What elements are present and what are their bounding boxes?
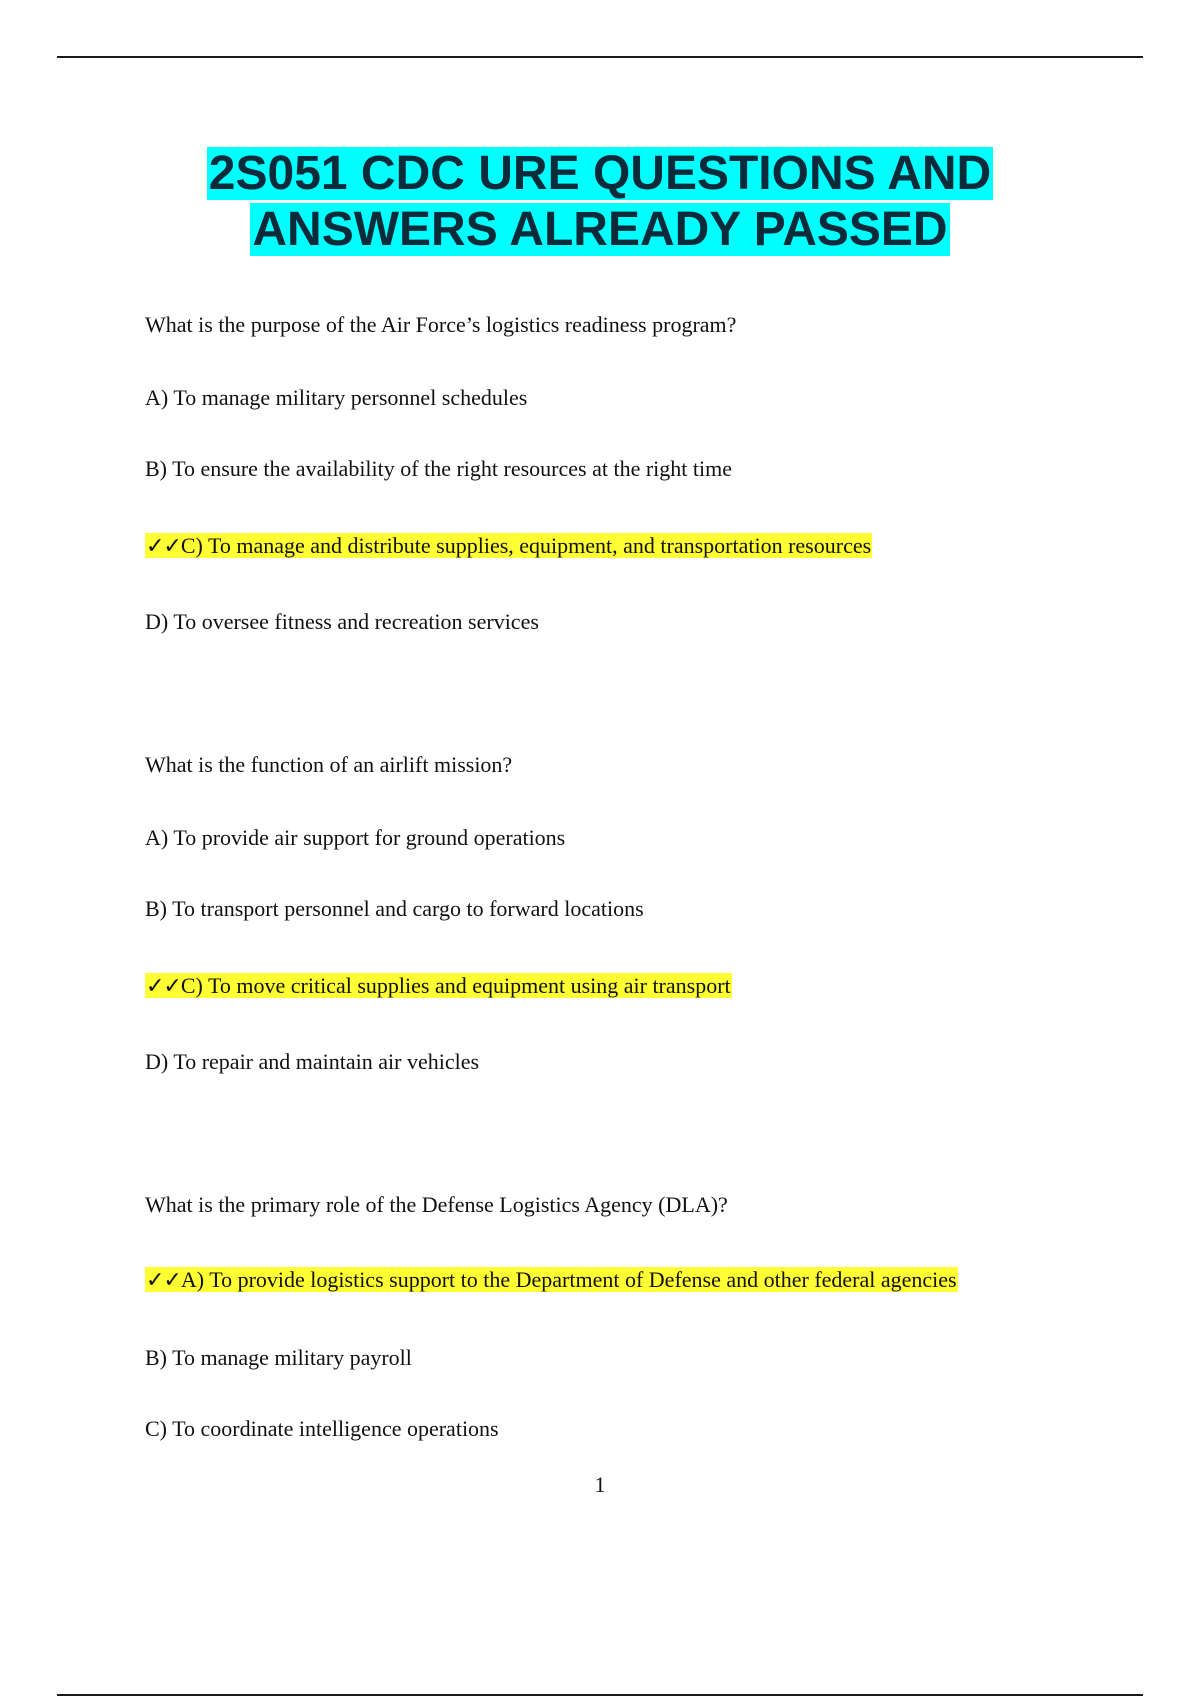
bottom-rule [57,1694,1143,1696]
answer-option: B) To ensure the availability of the right resources at the right time [145,456,732,481]
question-text: What is the primary role of the Defense Logistics Agency (DLA)? [145,1192,728,1217]
page-number: 1 [594,1472,606,1497]
correct-answer-option: ✓✓C) To manage and distribute supplies, equipment, and transportation resources [146,533,872,559]
check-icon: ✓✓ [146,974,181,999]
answer-option: D) To repair and maintain air vehicles [145,1049,480,1074]
correct-answer-option: ✓✓C) To move critical supplies and equipment using air transport [146,973,731,999]
answer-option: B) To manage military payroll [145,1345,412,1370]
answer-option: C) To coordinate intelligence operations [145,1416,499,1441]
question-text: What is the purpose of the Air Force’s logistics readiness program? [145,312,737,337]
question-text: What is the function of an airlift mission? [145,752,513,777]
title-line-1: 2S051 CDC URE QUESTIONS AND [208,147,992,200]
check-icon: ✓✓ [146,1268,181,1293]
answer-option: A) To provide air support for ground operations [145,825,566,850]
title-line-2: ANSWERS ALREADY PASSED [252,203,948,256]
check-icon: ✓✓ [146,534,181,559]
correct-answer-option: ✓✓A) To provide logistics support to the Department of Defense and other federal agencies [146,1267,957,1293]
answer-option: B) To transport personnel and cargo to forward locations [145,896,644,921]
answer-option: A) To manage military personnel schedules [145,385,528,410]
answer-option: D) To oversee fitness and recreation services [145,609,539,634]
